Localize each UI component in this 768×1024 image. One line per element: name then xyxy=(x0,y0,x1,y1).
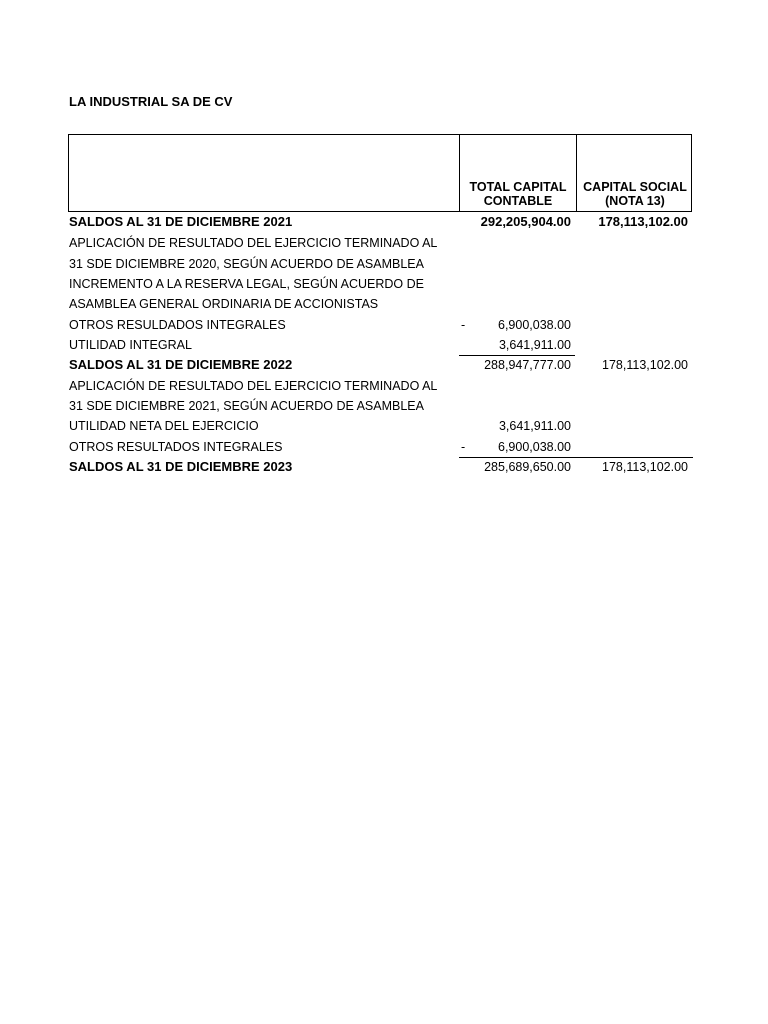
balance-row-2021 xyxy=(0,212,768,232)
row-label: SALDOS AL 31 DE DICIEMBRE 2022 xyxy=(69,357,293,372)
table-row xyxy=(0,376,768,396)
table-row xyxy=(0,315,768,335)
total-capital-value: 292,205,904.00 xyxy=(480,214,571,229)
row-label: APLICACIÓN DE RESULTADO DEL EJERCICIO TERMINADO AL xyxy=(69,236,438,250)
table-row xyxy=(0,416,768,436)
row-label: UTILIDAD NETA DEL EJERCICIO xyxy=(69,419,259,433)
capital-social-value: 178,113,102.00 xyxy=(602,358,688,372)
balance-row-2023 xyxy=(0,457,768,477)
column-header-total-capital xyxy=(460,180,576,208)
total-capital-value: 3,641,911.00 xyxy=(498,338,571,352)
total-capital-value: 6,900,038.00 xyxy=(498,318,571,332)
table-row xyxy=(0,254,768,274)
table-row xyxy=(0,335,768,355)
header-line: TOTAL CAPITAL xyxy=(469,180,567,194)
total-capital-value: 6,900,038.00 xyxy=(498,440,571,454)
column-header-capital-social xyxy=(577,180,693,208)
header-line: CAPITAL SOCIAL xyxy=(583,180,687,194)
row-label: 31 SDE DICIEMBRE 2020, SEGÚN ACUERDO DE ASAMBLEA xyxy=(69,257,424,271)
row-label: OTROS RESULDADOS INTEGRALES xyxy=(69,318,286,332)
row-label: UTILIDAD INTEGRAL xyxy=(69,338,192,352)
row-label: SALDOS AL 31 DE DICIEMBRE 2021 xyxy=(69,214,293,229)
table-header xyxy=(68,134,692,212)
table-row xyxy=(0,437,768,457)
row-label: INCREMENTO A LA RESERVA LEGAL, SEGÚN ACUERDO DE xyxy=(69,277,424,291)
row-label: OTROS RESULTADOS INTEGRALES xyxy=(69,440,283,454)
total-capital-value: 285,689,650.00 xyxy=(484,460,571,474)
balance-row-2022 xyxy=(0,355,768,375)
capital-social-value: 178,113,102.00 xyxy=(602,460,688,474)
table-row xyxy=(0,233,768,253)
company-title: LA INDUSTRIAL SA DE CV xyxy=(69,94,233,109)
capital-social-value: 178,113,102.00 xyxy=(598,214,688,229)
row-label: 31 SDE DICIEMBRE 2021, SEGÚN ACUERDO DE ASAMBLEA xyxy=(69,399,424,413)
total-capital-value: 3,641,911.00 xyxy=(498,419,571,433)
total-capital-value: 288,947,777.00 xyxy=(484,358,571,372)
negative-sign: - xyxy=(461,318,466,332)
row-label: SALDOS AL 31 DE DICIEMBRE 2023 xyxy=(69,459,293,474)
table-row xyxy=(0,396,768,416)
header-line: CONTABLE xyxy=(483,194,553,208)
negative-sign: - xyxy=(461,440,466,454)
table-row xyxy=(0,294,768,314)
row-label: ASAMBLEA GENERAL ORDINARIA DE ACCIONISTAS xyxy=(69,297,379,311)
row-label: APLICACIÓN DE RESULTADO DEL EJERCICIO TERMINADO AL xyxy=(69,379,438,393)
table-row xyxy=(0,274,768,294)
header-line: (NOTA 13) xyxy=(605,194,665,208)
